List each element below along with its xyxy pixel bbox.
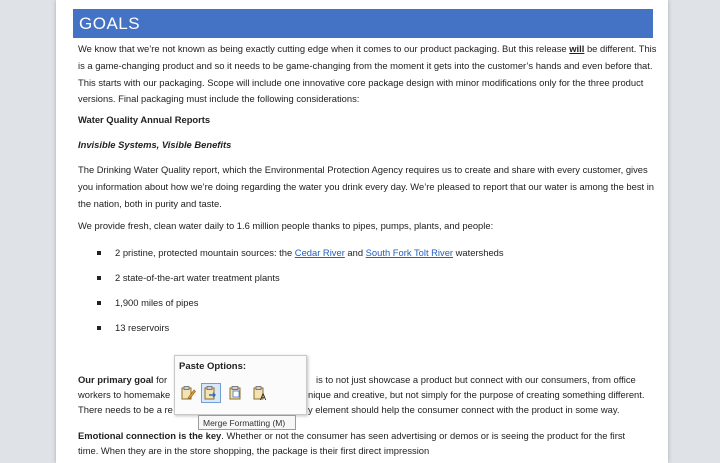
list-item	[115, 246, 504, 260]
list-item: 2 state-of-the-art water treatment plants	[115, 272, 280, 283]
keep-text-only-button[interactable]	[250, 383, 270, 403]
section-title: Water Quality Annual Reports	[78, 114, 211, 125]
primary-goal-text: for	[153, 374, 168, 385]
list-item: 13 reservoirs	[115, 322, 170, 333]
intro-text-before: We know that we’re not known as being exactly cutting edge when it comes to our product packaging. But this release	[78, 43, 570, 54]
primary-goal-bold: Our primary goal	[78, 374, 154, 385]
intro-paragraph	[78, 41, 658, 108]
primary-goal-line-3: There needs to be a re	[78, 404, 173, 415]
picture-paste-icon	[228, 385, 244, 401]
emotional-line-2: time. When they are in the store shopping, the package is their first direct impression	[78, 445, 430, 456]
picture-paste-button[interactable]	[226, 383, 246, 403]
provide-paragraph: We provide fresh, clean water daily to 1.6 million people thanks to pipes, pumps, plants, and people:	[78, 220, 494, 231]
primary-goal-line-1b: is to not just showcase a product but connect with our consumers, from office	[316, 374, 636, 385]
keep-text-only-icon	[252, 385, 268, 401]
primary-goal-line-2: workers to homemake	[78, 389, 171, 400]
list-item: 1,900 miles of pipes	[115, 297, 199, 308]
merge-formatting-button[interactable]	[201, 383, 221, 403]
list-item-text: 2 pristine, protected mountain sources: the	[115, 247, 295, 258]
primary-goal-line-2b: nique and creative, but not simply for the purpose of creating something different.	[308, 389, 645, 400]
cedar-river-link[interactable]: Cedar River	[294, 247, 345, 258]
bullet-icon	[97, 251, 101, 255]
paste-options-menu[interactable]	[174, 355, 307, 415]
emotional-bold: Emotional connection is the key	[78, 430, 222, 441]
paste-options-title: Paste Options:	[179, 361, 247, 372]
keep-source-formatting-button[interactable]	[178, 383, 198, 403]
list-item-text: and	[344, 247, 366, 258]
intro-text-after: be different. This is a game-changing product and so it needs to be game-changing from the moment it gets into the customer’s hands and even before that. This starts with our packaging. Scope will include one innovative core package design with minor modifications only for the three product versions. Final packaging must include the following considerations:	[78, 43, 657, 105]
bullet-icon	[97, 301, 101, 305]
bullet-icon	[97, 326, 101, 330]
svg-text:A: A	[260, 393, 267, 401]
south-fork-tolt-river-link[interactable]: South Fork Tolt River	[365, 247, 454, 258]
merge-formatting-tooltip: Merge Formatting (M)	[198, 415, 296, 430]
intro-emphasis-will: will	[569, 43, 585, 54]
emotional-text: . Whether or not the consumer has seen advertising or demos or is seeing the product for the first	[221, 430, 626, 441]
report-paragraph: The Drinking Water Quality report, which the Environmental Protection Agency requires us to create and share with every customer, gives you information about how we’re doing regarding the water you drink every day. We’re pleased to report that our water is among the best in the nation, both in purity and taste.	[78, 164, 655, 209]
document-page[interactable]	[56, 0, 668, 463]
keep-source-formatting-icon	[180, 385, 196, 401]
list-item-text: watersheds	[453, 247, 504, 258]
merge-formatting-icon	[203, 385, 219, 401]
primary-goal-line-3b: y element should help the consumer connect with the product in some way.	[308, 404, 620, 415]
goals-heading: GOALS	[73, 9, 653, 38]
section-subtitle: Invisible Systems, Visible Benefits	[78, 139, 232, 150]
bullet-icon	[97, 276, 101, 280]
